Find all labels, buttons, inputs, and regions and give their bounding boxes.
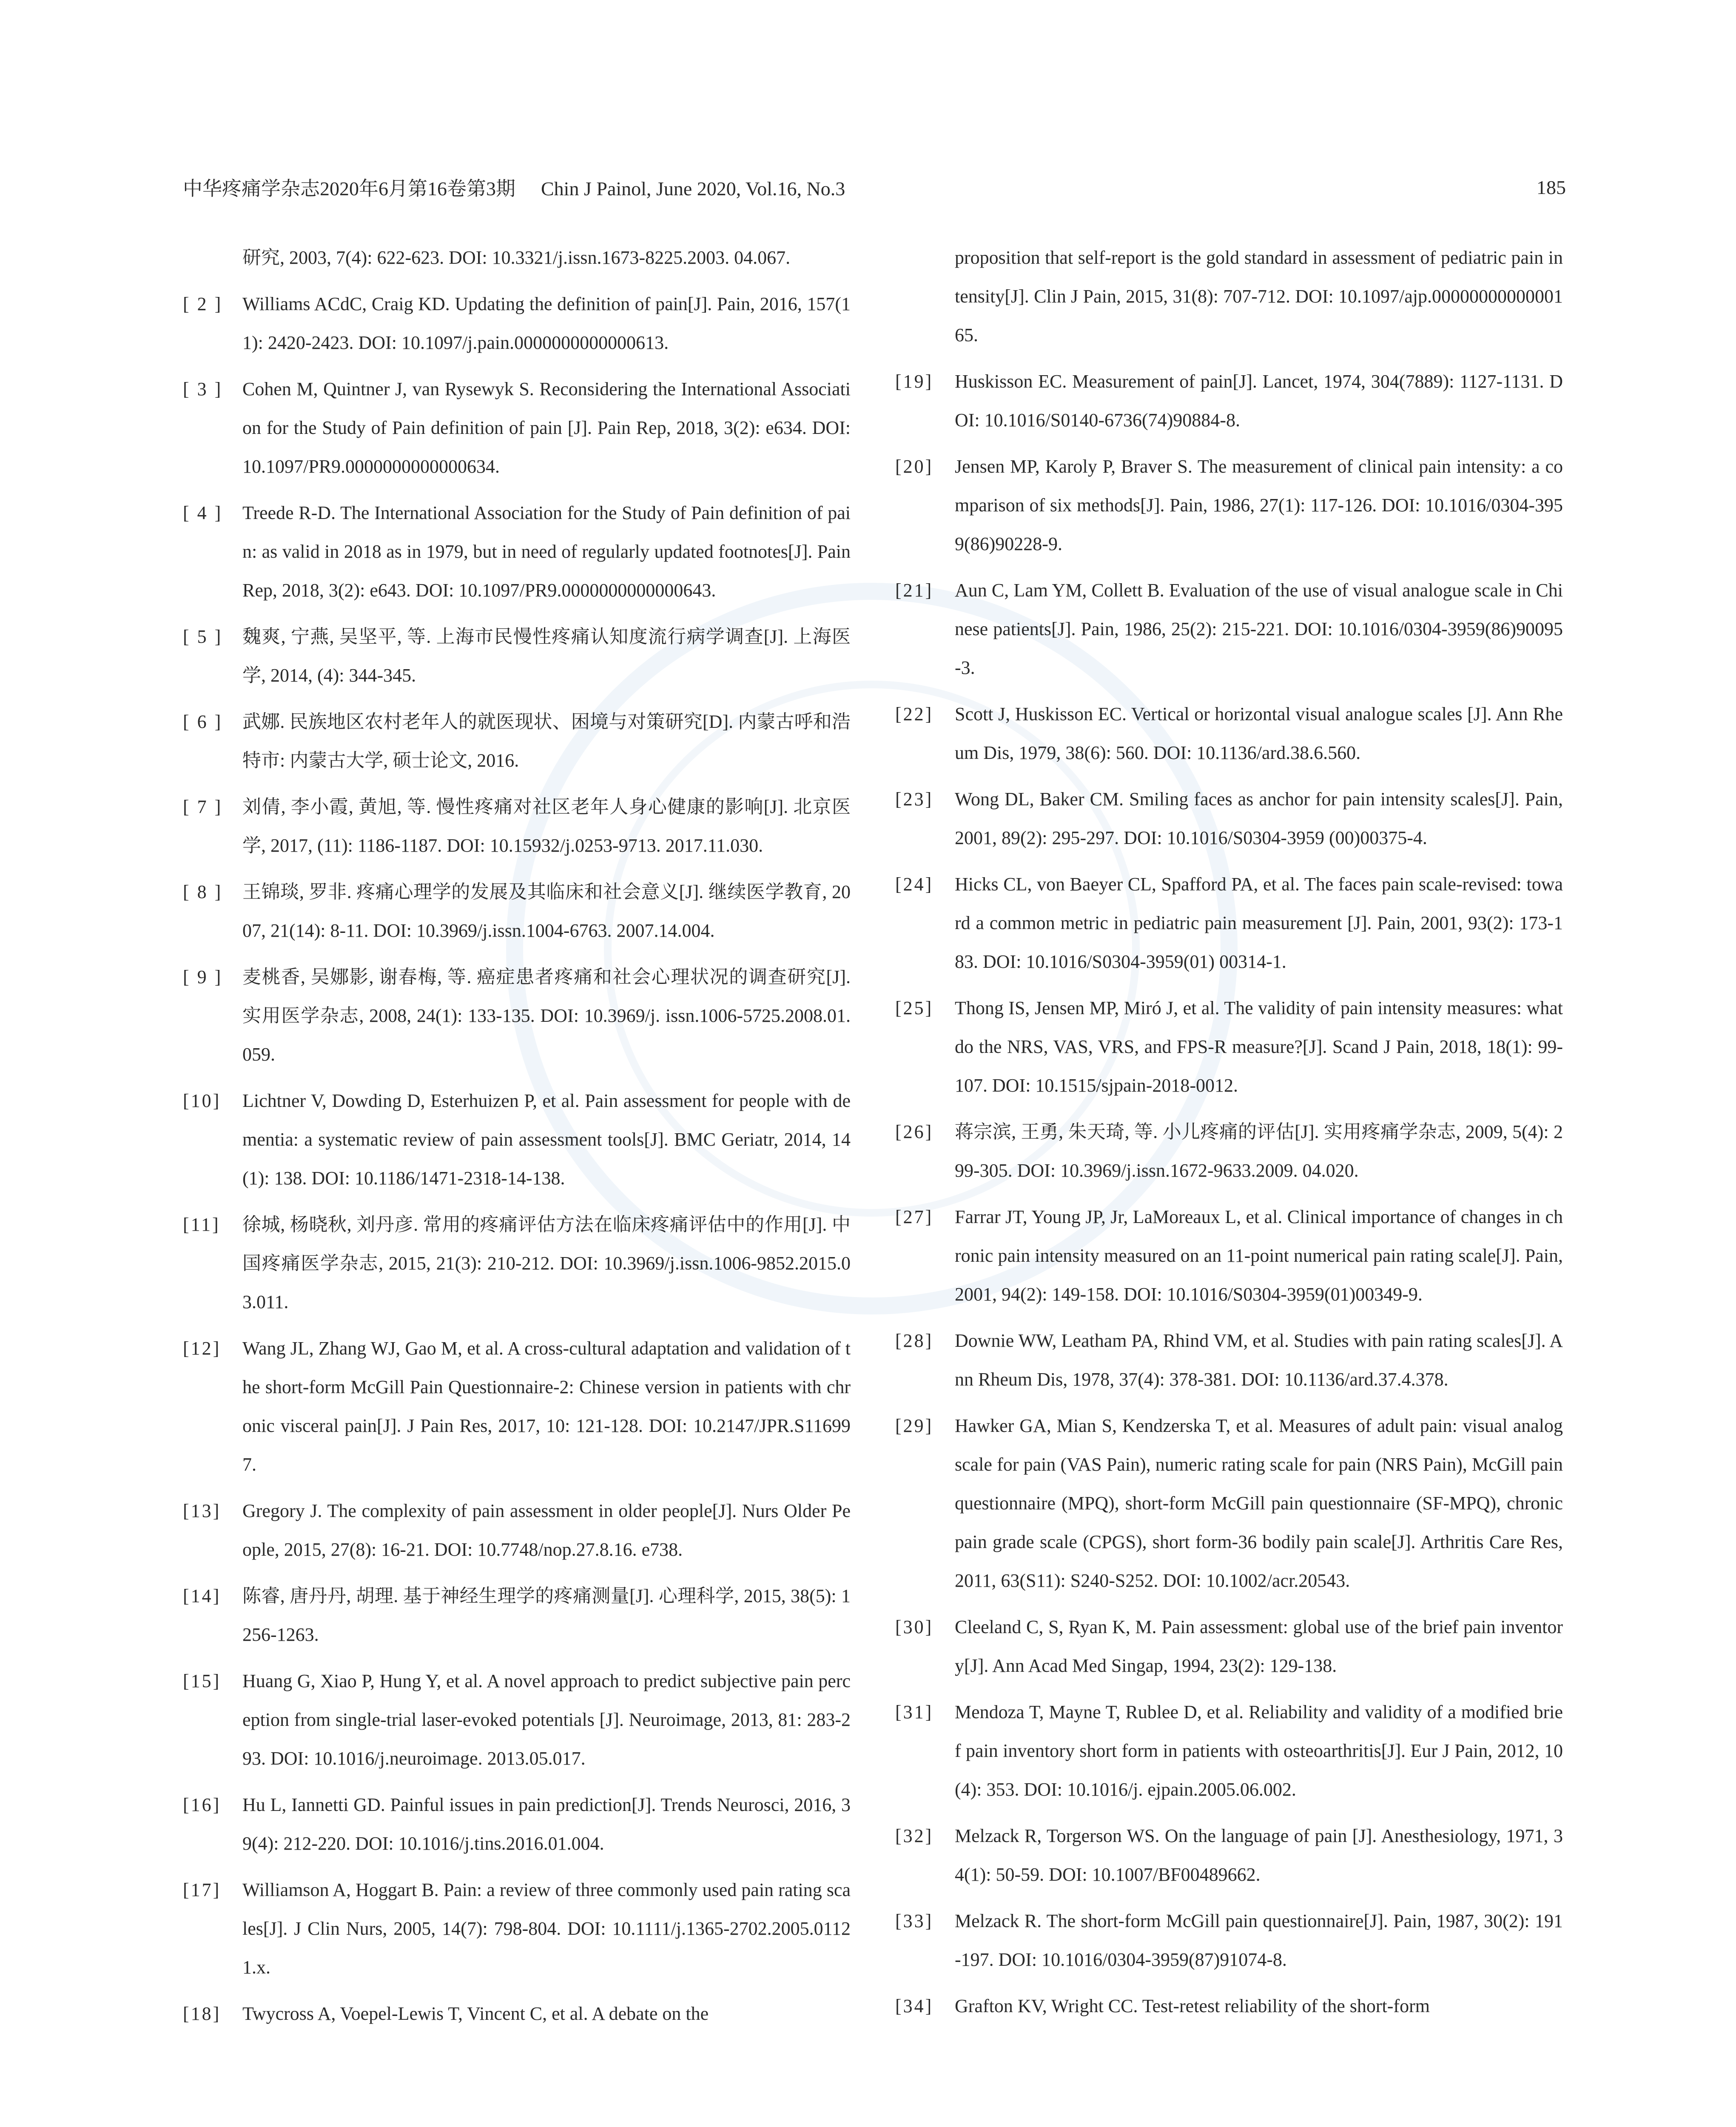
reference-number: [17]	[183, 1879, 221, 1900]
reference-item	[895, 1406, 1563, 1600]
reference-number: [26]	[895, 1121, 933, 1142]
reference-item	[895, 1987, 1563, 2025]
reference-text: 武娜. 民族地区农村老年人的就医现状、困境与对策研究[D]. 内蒙古呼和浩特市: 内蒙古大学, 硕士论文, 2016.	[242, 711, 851, 771]
reference-number: [28]	[895, 1330, 933, 1351]
reference-text: Williams ACdC, Craig KD. Updating the definition of pain[J]. Pain, 2016, 157(11): 2420-2423. DOI: 10.1097/j.pain.0000000000000613.	[242, 294, 851, 353]
reference-number: [ 7 ]	[183, 796, 223, 817]
reference-number: [ 4 ]	[183, 502, 223, 523]
reference-item	[183, 958, 851, 1074]
reference-number: [12]	[183, 1338, 221, 1359]
reference-item	[895, 989, 1563, 1105]
reference-item	[895, 447, 1563, 563]
reference-number: [14]	[183, 1585, 221, 1606]
page-number: 185	[1537, 176, 1566, 198]
reference-number: [31]	[895, 1702, 933, 1722]
reference-number: [ 2 ]	[183, 294, 223, 314]
reference-number: [18]	[183, 2003, 221, 2024]
reference-text: Grafton KV, Wright CC. Test-retest reliability of the short-form	[955, 1996, 1430, 2016]
reference-number: [ 9 ]	[183, 967, 223, 987]
reference-item	[183, 787, 851, 865]
reference-item	[183, 238, 851, 277]
reference-item	[895, 1902, 1563, 1979]
reference-number: [33]	[895, 1910, 933, 1931]
running-header	[183, 170, 1566, 204]
reference-item	[895, 362, 1563, 439]
reference-number: [32]	[895, 1825, 933, 1846]
reference-text: Mendoza T, Mayne T, Rublee D, et al. Reliability and validity of a modified brief pain inventory short form in patients with osteoarthritis[J]. Eur J Pain, 2012, 10(4): 353. DOI: 10.1016/j. ejpain.2005.06.002.	[955, 1702, 1563, 1800]
reference-text: Hu L, Iannetti GD. Painful issues in pain prediction[J]. Trends Neurosci, 2016, 39(4): 212-220. DOI: 10.1016/j.tins.2016.01.004.	[242, 1794, 851, 1854]
reference-text: 蒋宗滨, 王勇, 朱天琦, 等. 小儿疼痛的评估[J]. 实用疼痛学杂志, 2009, 5(4): 299-305. DOI: 10.3969/j.issn.1672-9633.2009. 04.020.	[955, 1121, 1563, 1181]
reference-item	[895, 1816, 1563, 1894]
reference-item	[183, 617, 851, 695]
references-left-column	[183, 238, 851, 2041]
reference-item	[183, 370, 851, 486]
reference-item	[183, 702, 851, 780]
reference-item	[183, 1994, 851, 2033]
reference-text: Jensen MP, Karoly P, Braver S. The measurement of clinical pain intensity: a comparison of six methods[J]. Pain, 1986, 27(1): 117-126. DOI: 10.1016/0304-3959(86)90228-9.	[955, 456, 1563, 554]
reference-item	[895, 1198, 1563, 1314]
reference-item	[183, 493, 851, 610]
reference-item	[895, 571, 1563, 687]
reference-number: [ 8 ]	[183, 881, 223, 902]
reference-text: Hawker GA, Mian S, Kendzerska T, et al. Measures of adult pain: visual analog scale for pain (VAS Pain), numeric rating scale for pain (NRS Pain), McGill pain questionnaire (MPQ), short-form McGill pain questionnaire (SF-MPQ), chronic pain grade scale (CPGS), short form-36 bodily pain scale[J]. Arthritis Care Res, 2011, 63(S11): S240-S252. DOI: 10.1002/acr.20543.	[955, 1415, 1563, 1591]
reference-text: Cleeland C, S, Ryan K, M. Pain assessment: global use of the brief pain inventory[J]. Ann Acad Med Singap, 1994, 23(2): 129-138.	[955, 1617, 1563, 1676]
reference-text: 王锦琰, 罗非. 疼痛心理学的发展及其临床和社会意义[J]. 继续医学教育, 2007, 21(14): 8-11. DOI: 10.3969/j.issn.1004-6763. 2007.14.004.	[242, 881, 851, 941]
reference-number: [29]	[895, 1415, 933, 1436]
reference-item	[183, 1205, 851, 1321]
reference-number: [ 5 ]	[183, 626, 223, 647]
journal-citation	[183, 173, 871, 201]
reference-text: Scott J, Huskisson EC. Vertical or horizontal visual analogue scales [J]. Ann Rheum Dis, 1979, 38(6): 560. DOI: 10.1136/ard.38.6.560.	[955, 704, 1563, 763]
reference-text: Lichtner V, Dowding D, Esterhuizen P, et al. Pain assessment for people with dementia: a systematic review of pain assessment tools[J]. BMC Geriatr, 2014, 14(1): 138. DOI: 10.1186/1471-2318-14-138.	[242, 1090, 851, 1189]
reference-number: [24]	[895, 874, 933, 895]
reference-text: Melzack R, Torgerson WS. On the language of pain [J]. Anesthesiology, 1971, 34(1): 50-59. DOI: 10.1007/BF00489662.	[955, 1825, 1563, 1885]
reference-item	[183, 1491, 851, 1569]
reference-number: [ 3 ]	[183, 379, 223, 399]
reference-number: [15]	[183, 1671, 221, 1691]
reference-text: 魏爽, 宁燕, 吴坚平, 等. 上海市民慢性疼痛认知度流行病学调查[J]. 上海医学, 2014, (4): 344-345.	[242, 626, 851, 686]
reference-item	[183, 872, 851, 950]
reference-item	[183, 1329, 851, 1484]
journal-name-cn: 中华疼痛学杂志2020年6月第16卷第3期	[183, 178, 515, 200]
reference-item	[895, 695, 1563, 772]
reference-number: [30]	[895, 1617, 933, 1637]
reference-text: Hicks CL, von Baeyer CL, Spafford PA, et al. The faces pain scale-revised: toward a common metric in pediatric pain measurement [J]. Pain, 2001, 93(2): 173-183. DOI: 10.1016/S0304-3959(01) 00314-1.	[955, 874, 1563, 972]
reference-text: Thong IS, Jensen MP, Miró J, et al. The validity of pain intensity measures: what do the NRS, VAS, VRS, and FPS-R measure?[J]. Scand J Pain, 2018, 18(1): 99-107. DOI: 10.1515/sjpain-2018-0012.	[955, 998, 1563, 1096]
reference-item	[895, 865, 1563, 981]
reference-number: [13]	[183, 1500, 221, 1521]
reference-number: [23]	[895, 789, 933, 810]
reference-text: Cohen M, Quintner J, van Rysewyk S. Reconsidering the International Association for the Study of Pain definition of pain [J]. Pain Rep, 2018, 3(2): e634. DOI: 10.1097/PR9.0000000000000634.	[242, 379, 851, 477]
reference-item	[895, 1693, 1563, 1809]
reference-text: 徐城, 杨晓秋, 刘丹彦. 常用的疼痛评估方法在临床疼痛评估中的作用[J]. 中国疼痛医学杂志, 2015, 21(3): 210-212. DOI: 10.3969/j.issn.1006-9852.2015.03.011.	[242, 1214, 851, 1312]
reference-item	[183, 1785, 851, 1863]
reference-item	[183, 1870, 851, 1987]
references-right-column	[895, 238, 1563, 2033]
reference-item	[895, 1608, 1563, 1685]
reference-text: Aun C, Lam YM, Collett B. Evaluation of the use of visual analogue scale in Chinese patients[J]. Pain, 1986, 25(2): 215-221. DOI: 10.1016/0304-3959(86)90095-3.	[955, 580, 1563, 678]
reference-number: [19]	[895, 371, 933, 392]
reference-number: [21]	[895, 580, 933, 601]
reference-item	[895, 780, 1563, 857]
reference-text: 陈睿, 唐丹丹, 胡理. 基于神经生理学的疼痛测量[J]. 心理科学, 2015, 38(5): 1256-1263.	[242, 1585, 851, 1645]
reference-number: [27]	[895, 1206, 933, 1227]
reference-text: Downie WW, Leatham PA, Rhind VM, et al. Studies with pain rating scales[J]. Ann Rheum Dis, 1978, 37(4): 378-381. DOI: 10.1136/ard.37.4.378.	[955, 1330, 1563, 1390]
reference-item	[183, 1081, 851, 1198]
reference-item	[895, 1112, 1563, 1190]
reference-item	[183, 1577, 851, 1654]
reference-number: [22]	[895, 704, 933, 724]
reference-number: [10]	[183, 1090, 221, 1111]
reference-number: [ 6 ]	[183, 711, 223, 732]
reference-text: 研究, 2003, 7(4): 622-623. DOI: 10.3321/j.issn.1673-8225.2003. 04.067.	[242, 247, 791, 268]
reference-number: [20]	[895, 456, 933, 477]
reference-text: 刘倩, 李小霞, 黄旭, 等. 慢性疼痛对社区老年人身心健康的影响[J]. 北京医学, 2017, (11): 1186-1187. DOI: 10.15932/j.0253-9713. 2017.11.030.	[242, 796, 851, 856]
reference-text: Williamson A, Hoggart B. Pain: a review of three commonly used pain rating scales[J]. J Clin Nurs, 2005, 14(7): 798-804. DOI: 10.1111/j.1365-2702.2005.01121.x.	[242, 1879, 851, 1978]
reference-number: [16]	[183, 1794, 221, 1815]
reference-text: Treede R-D. The International Association for the Study of Pain definition of pain: as valid in 2018 as in 1979, but in need of regularly updated footnotes[J]. Pain Rep, 2018, 3(2): e643. DOI: 10.1097/PR9.0000000000000643.	[242, 502, 851, 601]
reference-item	[895, 238, 1563, 354]
reference-text: Huskisson EC. Measurement of pain[J]. Lancet, 1974, 304(7889): 1127-1131. DOI: 10.1016/S0140-6736(74)90884-8.	[955, 371, 1563, 431]
reference-text: Melzack R. The short-form McGill pain questionnaire[J]. Pain, 1987, 30(2): 191-197. DOI: 10.1016/0304-3959(87)91074-8.	[955, 1910, 1563, 1970]
reference-number: [11]	[183, 1214, 220, 1235]
reference-number: [34]	[895, 1996, 933, 2016]
reference-text: proposition that self-report is the gold standard in assessment of pediatric pain intensity[J]. Clin J Pain, 2015, 31(8): 707-712. DOI: 10.1097/ajp.0000000000000165.	[955, 247, 1563, 345]
reference-text: Huang G, Xiao P, Hung Y, et al. A novel approach to predict subjective pain perception from single-trial laser-evoked potentials [J]. Neuroimage, 2013, 81: 283-293. DOI: 10.1016/j.neuroimage. 2013.05.017.	[242, 1671, 851, 1769]
reference-text: 麦桃香, 吴娜影, 谢春梅, 等. 癌症患者疼痛和社会心理状况的调查研究[J]. 实用医学杂志, 2008, 24(1): 133-135. DOI: 10.3969/j. issn.1006-5725.2008.01.059.	[242, 967, 851, 1065]
reference-text: Gregory J. The complexity of pain assessment in older people[J]. Nurs Older People, 2015, 27(8): 16-21. DOI: 10.7748/nop.27.8.16. e738.	[242, 1500, 851, 1560]
reference-item	[895, 1321, 1563, 1399]
reference-number: [25]	[895, 998, 933, 1018]
reference-item	[183, 285, 851, 362]
reference-text: Farrar JT, Young JP, Jr, LaMoreaux L, et al. Clinical importance of changes in chronic pain intensity measured on an 11-point numerical pain rating scale[J]. Pain, 2001, 94(2): 149-158. DOI: 10.1016/S0304-3959(01)00349-9.	[955, 1206, 1563, 1305]
reference-text: Wong DL, Baker CM. Smiling faces as anchor for pain intensity scales[J]. Pain, 2001, 89(2): 295-297. DOI: 10.1016/S0304-3959 (00)00375-4.	[955, 789, 1563, 848]
reference-item	[183, 1662, 851, 1778]
reference-text: Wang JL, Zhang WJ, Gao M, et al. A cross-cultural adaptation and validation of the short-form McGill Pain Questionnaire-2: Chinese version in patients with chronic visceral pain[J]. J Pain Res, 2017, 10: 121-128. DOI: 10.2147/JPR.S116997.	[242, 1338, 851, 1475]
journal-name-en: Chin J Painol, June 2020, Vol.16, No.3	[541, 178, 845, 200]
reference-text: Twycross A, Voepel-Lewis T, Vincent C, et al. A debate on the	[242, 2003, 709, 2024]
